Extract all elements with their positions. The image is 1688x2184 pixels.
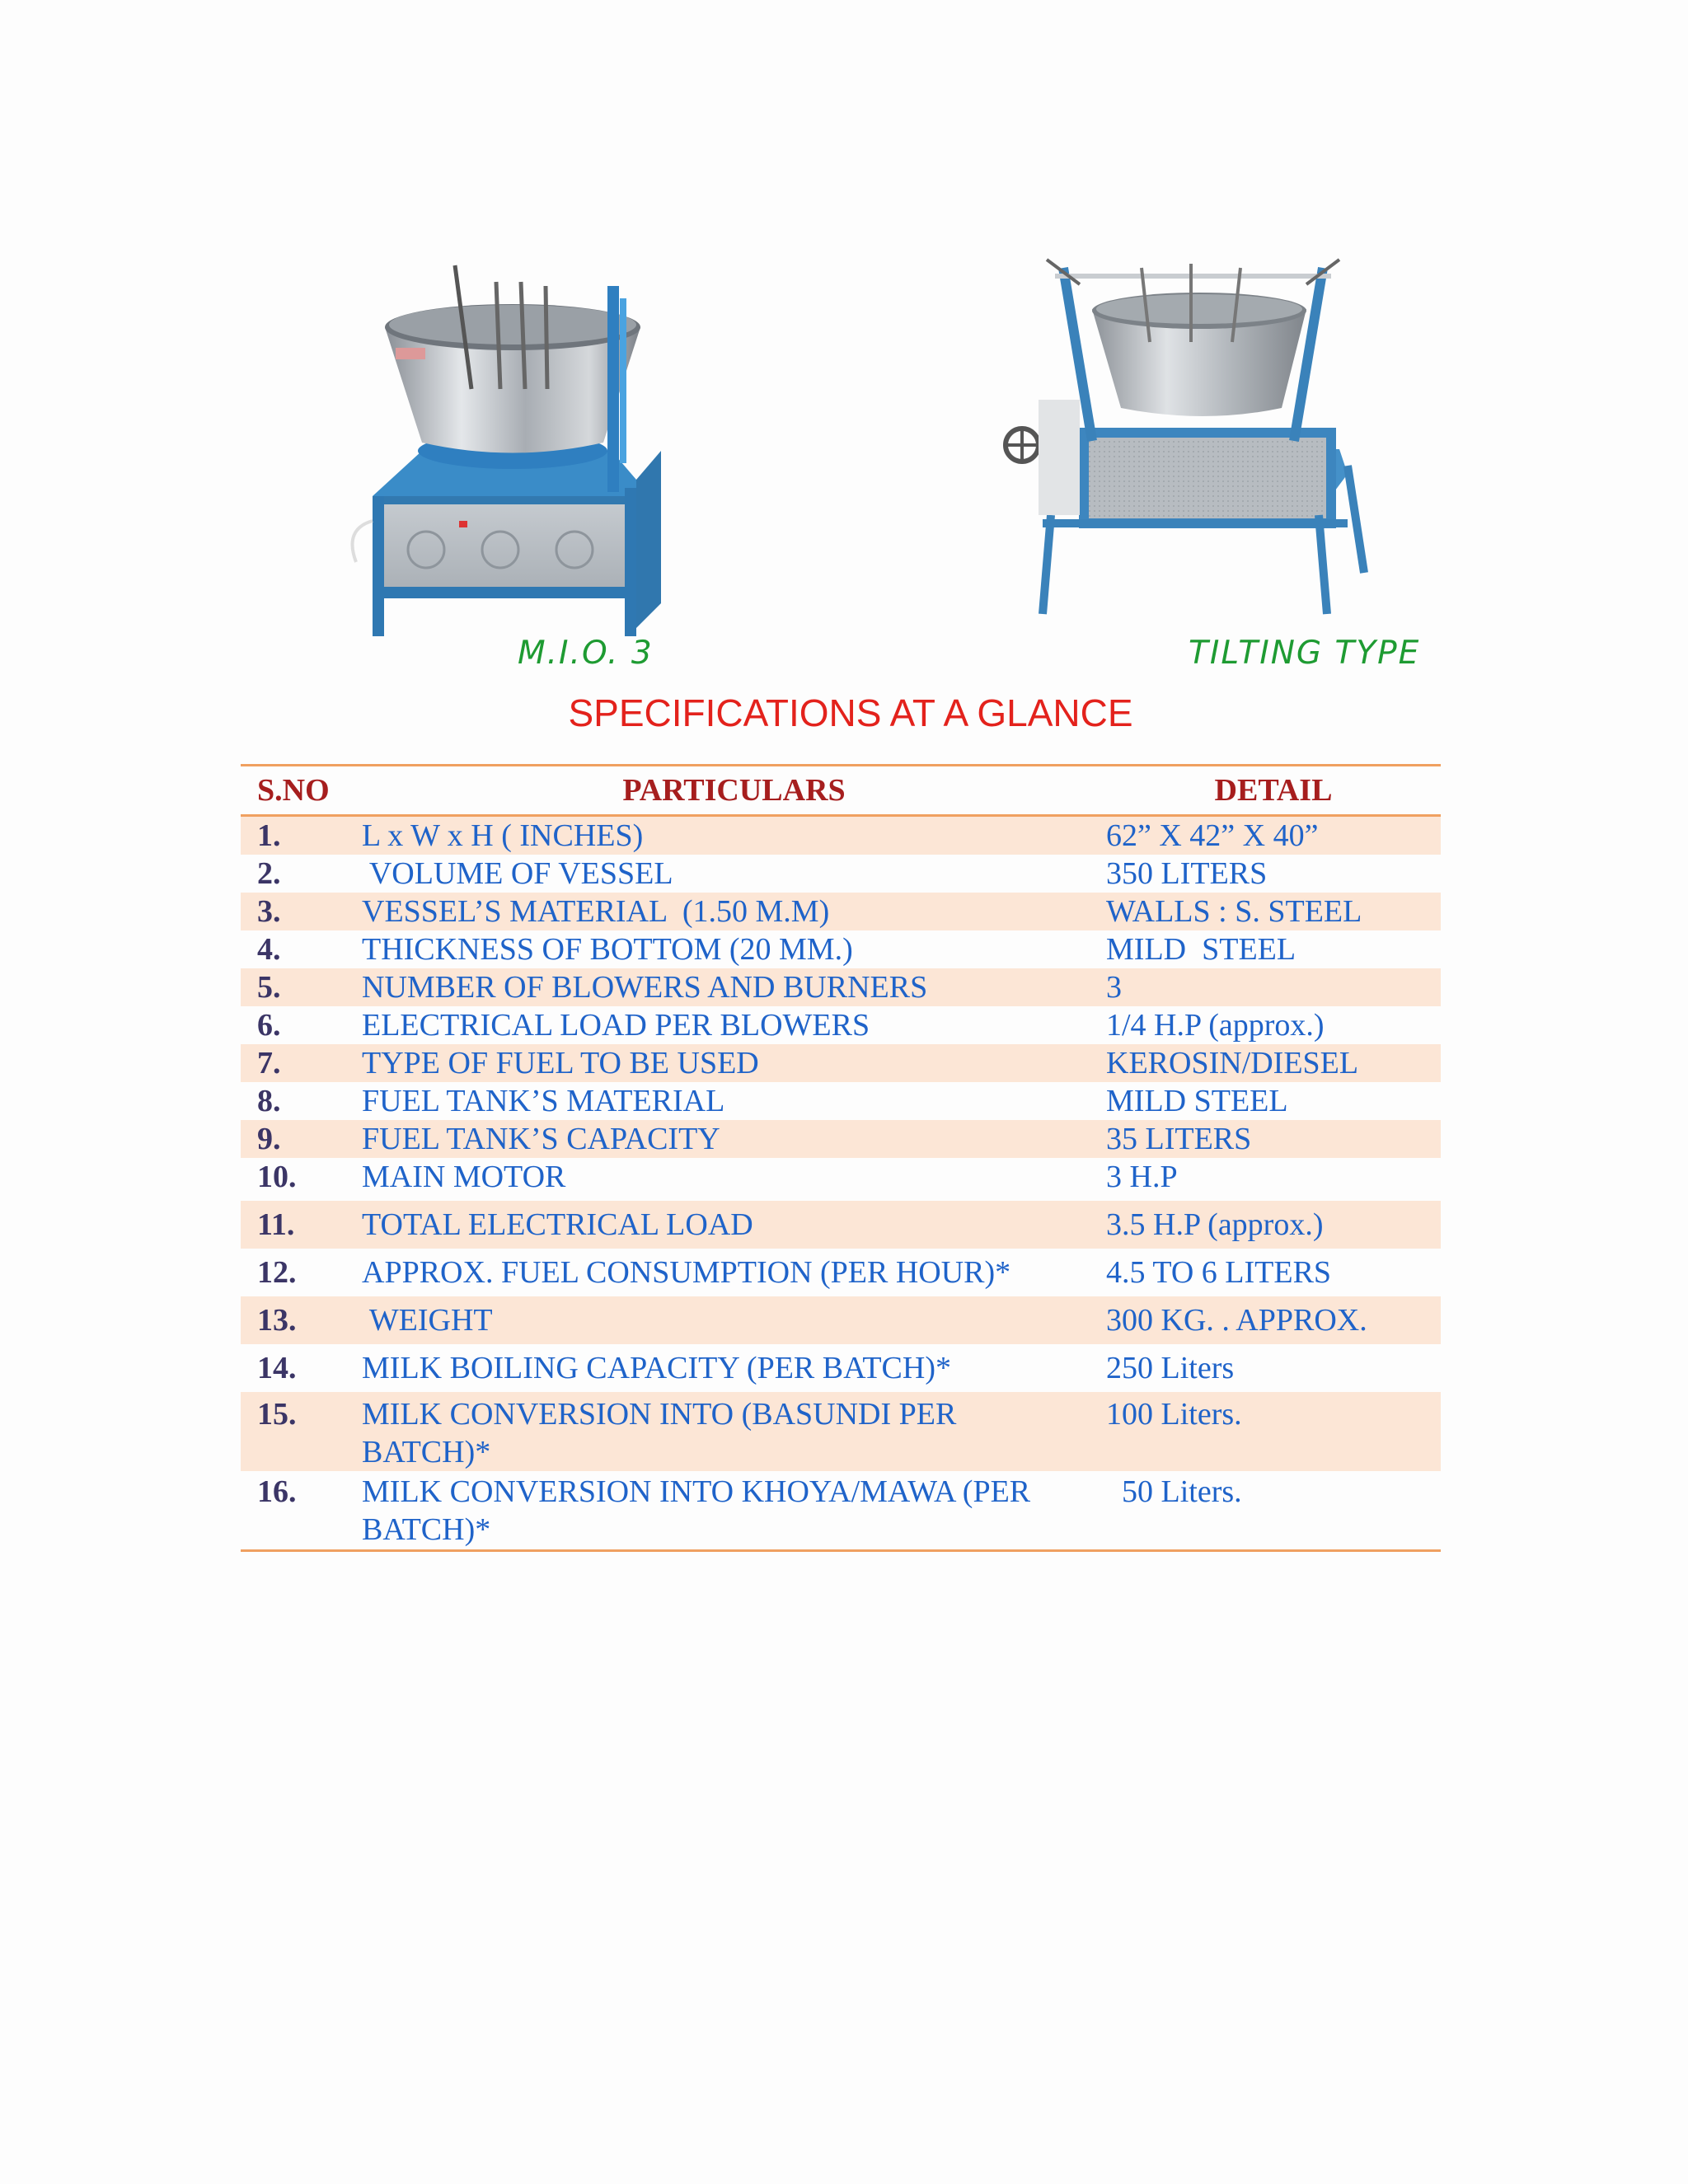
row-detail: 50 Liters.	[1106, 1471, 1441, 1550]
row-sno: 4.	[257, 932, 281, 967]
header-sno: S.NO	[241, 766, 362, 816]
row-sno: 16.	[241, 1471, 362, 1550]
row-sno: 7.	[241, 1044, 362, 1082]
page-title: SPECIFICATIONS AT A GLANCE	[568, 691, 1133, 734]
row-sno: 2.	[257, 856, 281, 891]
row-detail: 300 KG. . APPROX.	[1106, 1296, 1441, 1344]
table-row	[241, 1471, 1441, 1550]
table-row	[241, 1120, 1441, 1158]
row-sno: 11.	[241, 1201, 362, 1249]
row-detail: 35 LITERS	[1106, 1120, 1441, 1158]
row-detail: 4.5 TO 6 LITERS	[1106, 1255, 1332, 1290]
row-detail: MILD STEEL	[1106, 932, 1296, 967]
row-sno: 8.	[257, 1084, 281, 1118]
product-photo-mio3	[340, 249, 678, 636]
row-sno: 6.	[257, 1008, 281, 1043]
row-detail: 3	[1106, 968, 1441, 1006]
table-row	[241, 1201, 1441, 1249]
row-sno: 1.	[241, 816, 362, 855]
row-particular: L x W x H ( INCHES)	[362, 816, 1106, 855]
row-detail: 1/4 H.P (approx.)	[1106, 1008, 1325, 1043]
row-particular: THICKNESS OF BOTTOM (20 MM.)	[362, 932, 853, 967]
table-header-row	[241, 766, 1441, 816]
table-row	[241, 1392, 1441, 1471]
table-row	[241, 1044, 1441, 1082]
table-row	[241, 1158, 1441, 1201]
product-photo-tilting-type	[993, 251, 1372, 622]
table-row	[241, 930, 1441, 968]
row-sno: 10.	[257, 1160, 297, 1194]
row-sno: 14.	[257, 1351, 297, 1385]
row-particular: VESSEL’S MATERIAL (1.50 M.M)	[362, 893, 1106, 930]
row-particular: MILK CONVERSION INTO (BASUNDI PER BATCH)*	[362, 1392, 1106, 1471]
row-particular: TOTAL ELECTRICAL LOAD	[362, 1201, 1106, 1249]
row-detail: KEROSIN/DIESEL	[1106, 1044, 1441, 1082]
row-particular: MAIN MOTOR	[362, 1160, 566, 1194]
row-detail: 100 Liters.	[1106, 1392, 1441, 1471]
table-row	[241, 1006, 1441, 1044]
row-sno: 12.	[257, 1255, 297, 1290]
row-particular: WEIGHT	[362, 1296, 1106, 1344]
header-particulars: PARTICULARS	[362, 766, 1106, 816]
row-detail: 62” X 42” X 40”	[1106, 816, 1441, 855]
row-sno: 13.	[241, 1296, 362, 1344]
row-particular: ELECTRICAL LOAD PER BLOWERS	[362, 1008, 870, 1043]
row-sno: 9.	[241, 1120, 362, 1158]
table-row	[241, 968, 1441, 1006]
row-detail: 250 Liters	[1106, 1351, 1235, 1385]
row-particular: MILK CONVERSION INTO KHOYA/MAWA (PER BATCH)*	[362, 1471, 1106, 1550]
specifications-table	[241, 764, 1441, 1552]
row-particular: FUEL TANK’S CAPACITY	[362, 1120, 1106, 1158]
row-particular: TYPE OF FUEL TO BE USED	[362, 1044, 1106, 1082]
caption-mio3: M.I.O. 3	[518, 635, 654, 672]
table-row	[241, 1249, 1441, 1296]
row-detail: 3.5 H.P (approx.)	[1106, 1201, 1441, 1249]
caption-tilting-type: TILTING TYPE	[1189, 635, 1421, 672]
row-detail: MILD STEEL	[1106, 1084, 1288, 1118]
table-row	[241, 816, 1441, 855]
header-detail: DETAIL	[1106, 766, 1441, 816]
row-detail: 350 LITERS	[1106, 856, 1268, 891]
row-particular: MILK BOILING CAPACITY (PER BATCH)*	[362, 1351, 951, 1385]
table-row	[241, 855, 1441, 893]
row-particular: APPROX. FUEL CONSUMPTION (PER HOUR)*	[362, 1255, 1011, 1290]
row-sno: 15.	[241, 1392, 362, 1471]
row-sno: 5.	[241, 968, 362, 1006]
row-detail: 3 H.P	[1106, 1160, 1178, 1194]
row-particular: FUEL TANK’S MATERIAL	[362, 1084, 725, 1118]
row-sno: 3.	[241, 893, 362, 930]
table-row	[241, 1344, 1441, 1392]
row-particular: NUMBER OF BLOWERS AND BURNERS	[362, 968, 1106, 1006]
row-detail: WALLS : S. STEEL	[1106, 893, 1441, 930]
row-particular: VOLUME OF VESSEL	[362, 856, 673, 891]
table-row	[241, 893, 1441, 930]
table-row	[241, 1082, 1441, 1120]
table-row	[241, 1296, 1441, 1344]
